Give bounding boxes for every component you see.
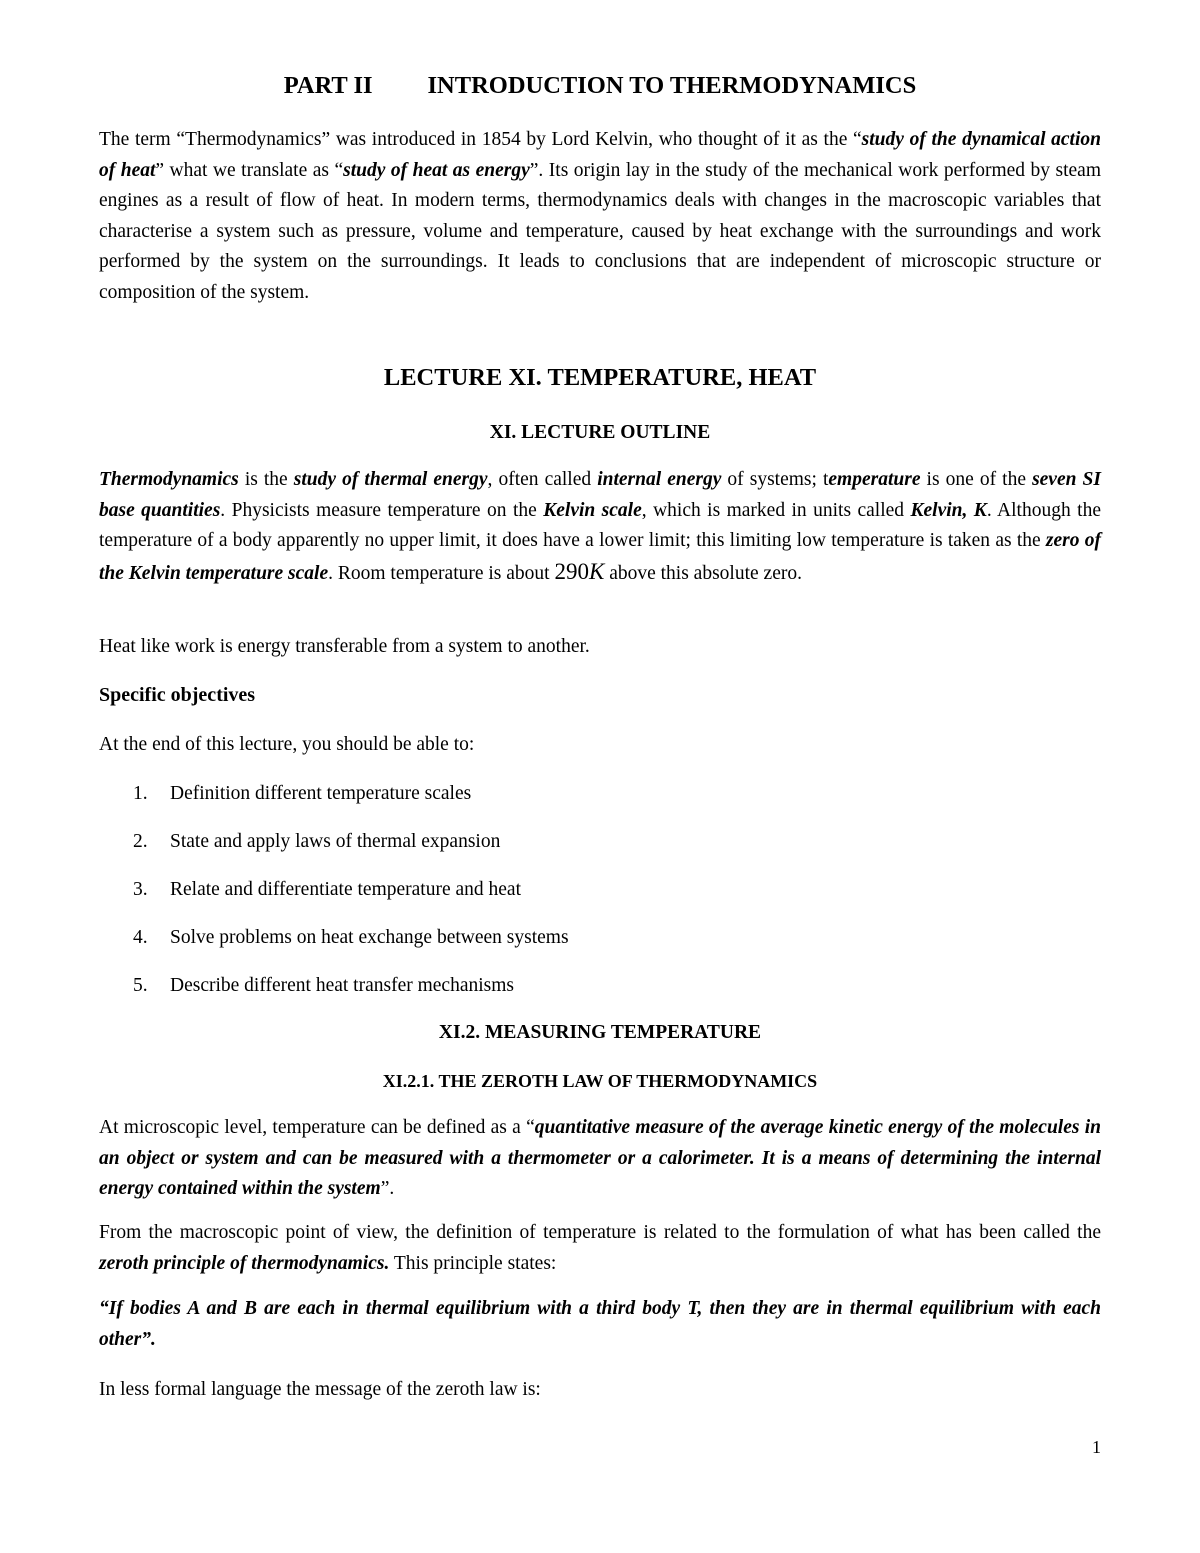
- math-temperature-unit: K: [588, 558, 605, 584]
- part-heading: INTRODUCTION TO THERMODYNAMICS: [427, 72, 917, 99]
- part-title: [99, 72, 1101, 100]
- section-heading: XI.2. MEASURING TEMPERATURE: [438, 1022, 762, 1043]
- math-temperature-value: 290: [554, 558, 589, 584]
- objectives-intro: At the end of this lecture, you should be able to:: [99, 734, 475, 755]
- less-formal-sentence: In less formal language the message of the zeroth law is:: [99, 1379, 541, 1400]
- page-number: 1: [1092, 1437, 1101, 1457]
- intro-paragraph: The term “Thermodynamics” was introduced in 1854 by Lord Kelvin, who thought of it as the “study of the dynamical action of heat” what we translate as “study of heat as energy”. Its origin lay in the study of the mechanical work performed by steam engines as a result of flow of heat. In modern terms, thermodynamics deals with changes in the macroscopic variables that characterise a system such as pressure, volume and temperature, caused by heat exchange with the surroundings and work performed by the system on the surroundings. It leads to conclusions that are independent of microscopic structure or composition of the system.: [99, 129, 1102, 303]
- zeroth-law-quote: “If bodies A and B are each in thermal equilibrium with a third body T, then they are in thermal equilibrium with each other”.: [99, 1298, 1101, 1350]
- objectives-heading: Specific objectives: [99, 684, 256, 706]
- outline-heading: XI. LECTURE OUTLINE: [489, 422, 711, 443]
- emphasis: study of the dynamical action of heat: [99, 129, 1101, 181]
- macro-paragraph: From the macroscopic point of view, the definition of temperature is related to the formulation of what has been called the zeroth principle of thermodynamics. This principle states:: [99, 1222, 1101, 1274]
- subsection-heading: XI.2.1. THE ZEROTH LAW OF THERMODYNAMICS: [382, 1071, 818, 1091]
- micro-paragraph: At microscopic level, temperature can be defined as a “quantitative measure of the average kinetic energy of the molecules in an object or system and can be measured with a thermometer or a calorimeter. It is a means of determining the internal energy contained within the system”.: [99, 1117, 1102, 1199]
- emphasis: quantitative measure of the average kinetic energy of the molecules in an object or system and can be measured with a thermometer or a calorimeter. It is a means of determining the internal energy contained within the system: [99, 1117, 1102, 1199]
- lecture-title: LECTURE XI. TEMPERATURE, HEAT: [383, 364, 817, 391]
- heat-sentence: Heat like work is energy transferable from a system to another.: [99, 636, 590, 657]
- part-label: PART II: [283, 72, 373, 99]
- outline-paragraph: Thermodynamics is the study of thermal energy, often called internal energy of systems; temperature is one of the seven SI base quantities. Physicists measure temperature on the Kelvin scale, which is marked in units called Kelvin, K. Although the temperature of a body apparently no upper limit, it does have a lower limit; this limiting low temperature is taken as the zero of the Kelvin temperature scale. Room temperature is about 290K above this absolute zero.: [99, 469, 1101, 584]
- emphasis: study of heat as energy: [343, 159, 530, 181]
- emphasis: zeroth principle of thermodynamics.: [99, 1252, 390, 1274]
